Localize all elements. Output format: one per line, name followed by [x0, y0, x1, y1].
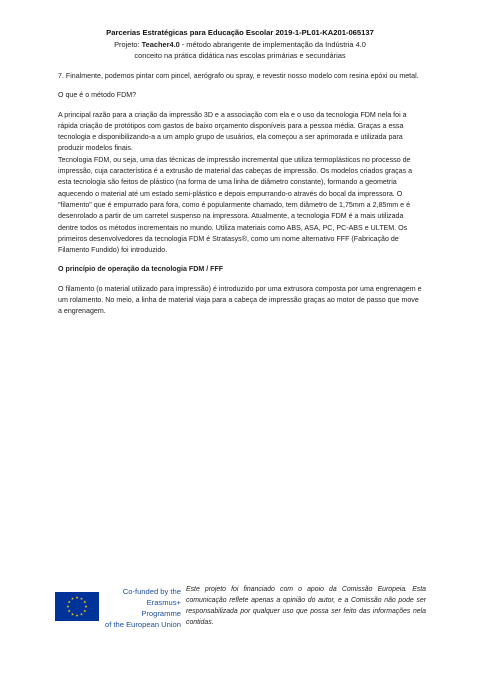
- paragraph-step7: 7. Finalmente, podemos pintar com pincel, aerógrafo ou spray, e revestir nosso modelo com resina epóxi ou metal.: [58, 72, 419, 80]
- paragraph-intro: A principal razão para a criação da impressão 3D e a associação com ela e o uso da tecnologia FDM nela foi a rápida criação de protótipos com gastos de baixo orçamento disponíveis para a pessoa média. Graças a essa tecnologia e disponibilizando-a a um amplo grupo de usuários, ela começou a ser aprimorada e utilizada para produzir modelos finais.: [58, 110, 407, 153]
- section-heading: O princípio de operação da tecnologia FDM / FFF: [58, 265, 224, 274]
- cofunded-text: [105, 586, 181, 630]
- project-suffix: - método abrangente de implementação da Indústria 4.0: [179, 39, 366, 49]
- cofunded-line2: Erasmus+ Programme: [141, 598, 181, 618]
- page-header: [30, 27, 450, 62]
- document-body: [58, 71, 424, 326]
- header-project-line: [30, 39, 450, 51]
- header-line3: conceito na prática didática nas escolas primárias e secundárias: [134, 51, 346, 60]
- header-title: Parcerias Estratégicas para Educação Escolar 2019-1-PL01-KA201-065137: [106, 28, 374, 37]
- cofunded-line3: of the European Union: [105, 620, 181, 629]
- eu-flag-icon: [55, 592, 99, 621]
- page-footer: [55, 584, 425, 629]
- project-prefix: Projeto:: [114, 39, 142, 49]
- disclaimer-text: Este projeto foi financiado com o apoio da Comissão Europeia. Esta comunicação reflete apenas a opinião do autor, e a Comissão não pode ser responsabilizada por qualquer uso que possa ser feito das informações nela contidas.: [186, 586, 426, 626]
- paragraph-question: O que é o método FDM?: [58, 91, 137, 100]
- project-name: Teacher4.0: [141, 39, 180, 49]
- paragraph-fdm-technology: Tecnologia FDM, ou seja, uma das técnicas de impressão incremental que utiliza termoplásticos no processo de impressão, cuja característica é a extrusão de material das cabeças de impressão. Os modelos criados graças a esta tecnologia são feitos de plástico (na forma de uma linha de diâmetro constante), formando a geometria aquecendo o material até um estado semi-plástico e depois empurrando-o através do bocal da impressora. O "filamento" que é empurrado para fora, como é popularmente chamado, tem diâmetro de 1,75mm a 2,85mm e é desenrolado a partir de um carretel suspenso na impressora. Atualmente, a tecnologia FDM é a mais utilizada dentre todos os métodos incrementais no mundo. Utiliza materiais como ABS, ASA, PC, PC-ABS e ULTEM. Os primeiros desenvolvedores da tecnologia FDM é Stratasys®, como um nome alternativo FFF (Fabricação de Filamento Fundido) foi introduzido.: [58, 155, 413, 255]
- cofunded-line1: Co-funded by the: [122, 587, 181, 596]
- paragraph-principle: O filamento (o material utilizado para impressão) é introduzido por uma extrusora composta por uma engrenagem e um rolamento. No meio, a linha de material viaja para a cabeça de impressão graças ao motor de passo que move a engrenagem.: [58, 284, 422, 316]
